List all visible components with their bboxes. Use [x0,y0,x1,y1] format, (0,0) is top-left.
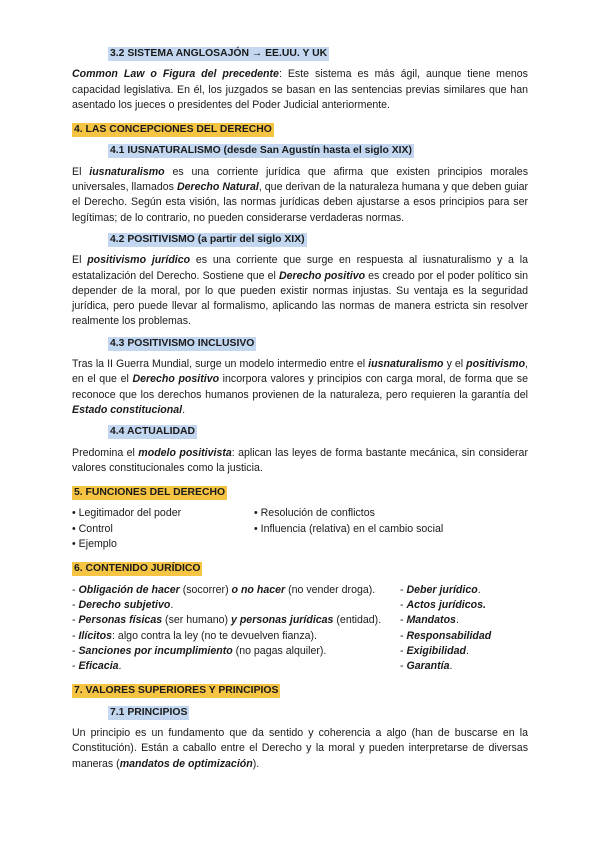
paragraph-positivismo: El positivismo jurídico es una corriente que surge en respuesta al iusnaturalismo y a la estatalización del Derecho. Sostiene que el Derecho positivo es creado por el poder político sin depender de la moral, por lo que pueden existir normas injustas. Su ventaja es la seguridad jurídica, pero puede llevar al formalismo, aplicando las normas de manera estricta sin resolver realmente los problemas. [72,254,528,328]
list-item: - Derecho subjetivo. [72,598,174,611]
list-item: - Mandatos. [400,614,459,627]
heading-7: 7. VALORES SUPERIORES Y PRINCIPIOS [74,685,279,697]
list-item: • Legitimador del poder [72,507,182,520]
paragraph-positivismo-inclusivo: Tras la II Guerra Mundial, surge un modelo intermedio entre el iusnaturalismo y el positivismo, en el que el Derecho positivo incorpora valores y principios con carga moral, de forma que se reconoce que los derechos humanos provienen de la naturaleza, pero requieren la garantía del Estado constitucional. [72,358,528,416]
heading-6: 6. CONTENIDO JURÍDICO [74,563,201,575]
list-item: - Ilícitos: algo contra la ley (no te devuelven fianza). [72,629,317,642]
functions-list [72,506,528,552]
heading-4-2: 4.2 POSITIVISMO (a partir del siglo XIX) [110,233,305,245]
paragraph-principios: Un principio es un fundamento que da sentido y coherencia a algo (han de buscarse en la Constitución). Están a caballo entre el Derecho y la moral y pueden interpretarse de diversas maneras (mandatos de optimización). [72,726,528,770]
list-item: - Exigibilidad. [400,644,469,657]
paragraph-common-law: Common Law o Figura del precedente: Este sistema es más ágil, aunque tiene menos capacidad legislativa. En él, los juzgados se basan en las sentencias previas similares que han asentado los jueces o presidentes del Poder Judicial anteriormente. [72,68,528,111]
list-item: - Actos jurídicos. [400,598,486,611]
content-list [72,583,528,675]
list-item: - Garantía. [400,660,453,673]
list-item: • Control [72,522,113,535]
list-item: • Ejemplo [72,538,117,551]
list-item: • Resolución de conflictos [254,507,375,520]
list-item: • Influencia (relativa) en el cambio social [254,522,444,535]
heading-4: 4. LAS CONCEPCIONES DEL DERECHO [74,124,272,136]
list-item: - Deber jurídico. [400,583,481,596]
heading-4-3: 4.3 POSITIVISMO INCLUSIVO [110,337,255,349]
list-item: - Eficacia. [72,660,122,673]
paragraph-iusnaturalismo: El iusnaturalismo es una corriente jurídica que afirma que existen principios morales universales, llamados Derecho Natural, que derivan de la naturaleza humana y que deben guiar el Derecho. Según esta visión, las normas jurídicas deben ajustarse a esos principios para ser legítimas; de lo contrario, no pueden considerarse verdaderas normas. [72,165,529,224]
document-page [72,46,528,772]
heading-4-4: 4.4 ACTUALIDAD [110,426,196,438]
list-item: - Personas físicas (ser humano) y personas jurídicas (entidad). [72,614,382,627]
list-item: - Obligación de hacer (socorrer) o no hacer (no vender droga). [72,583,376,596]
paragraph-actualidad: Predomina el modelo positivista: aplican las leyes de forma bastante mecánica, sin considerar valores constitucionales como la justicia. [72,446,528,474]
heading-3-2: 3.2 SISTEMA ANGLOSAJÓN → EE.UU. Y UK [110,48,328,59]
heading-5: 5. FUNCIONES DEL DERECHO [74,487,226,499]
list-item: - Sanciones por incumplimiento (no pagas alquiler). [72,644,327,657]
list-item: - Responsabilidad [400,629,492,642]
heading-4-1: 4.1 IUSNATURALISMO (desde San Agustín hasta el siglo XIX) [110,145,412,157]
heading-7-1: 7.1 PRINCIPIOS [110,706,188,718]
